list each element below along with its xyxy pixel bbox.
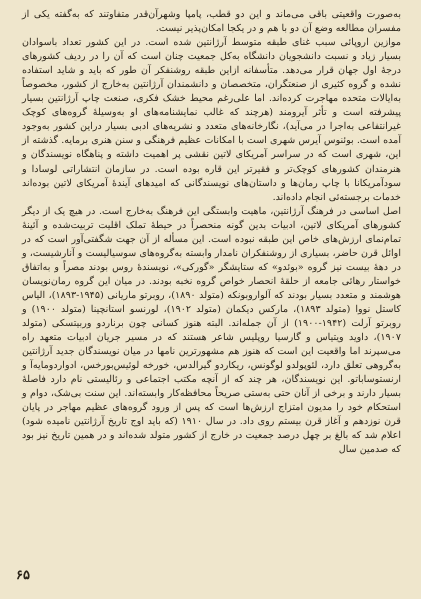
paragraph-3: اصل اساسی در فرهنگ آرژانتین، ماهیت وابستگی این فرهنگ به‌خارج است. در هیچ یک از دیگر کشورهای آمریکای لاتین، ادبیات بدین گونه منحصراً در حیطهٔ تملک اقلیت تربیت‌شده و آئینهٔ تمام‌نمای ارزش‌های خاص این طبقه نبوده است. این مسأله از آن جهت شگفتی‌آور است که در اوائل قرن حاضر، بسیاری از روشنفکران نامدار وابسته به‌گروه‌های سوسیالیست و آنارشیست، و در دههٔ بیست نیز گروه «بوئدو» که ستایشگر «گورکی»، نویسندهٔ روس بودند مصراً و به‌اتفاق خواستار رهائی جامعه از حلقهٔ انحصار خواص گروه نخبه بودند. در میان این گروه رمان‌نویسان هوشمند و متعدد بسیار بودند که آلواروبونکه (متولد ۱۸۹۰)، روبرتو ماریانی (۱۹۴۵-۱۸۹۳)، الیاس کاستل نووا (متولد ۱۸۹۳)، مارکس دیکمان (متولد ۱۹۰۲)، لورنسو استانچینا (متولد ۱۹۰۰) و روبرتو آرلت (۱۹۴۲-۱۹۰۰) از آن جمله‌اند. البته هنوز کسانی چون برناردو وربیتسکی (متولد ۱۹۰۷)، داوید ویتیاس و گارسیا روپلیس شاعر هستند که در مسیر جریان ادبیات متعهد راه می‌سپرند اما واقعیت این است که هنوز هم مشهورترین نامها در میان نویسندگان جدید آرژانتین به‌گروهی تعلق دارد، لئوپولدو لوگونس، ریکاردو گیرالدس، خورخه لوئیس‌بورخس، ادواردومایه‌آ و ارنستوساباتو. این نویسندگان، هر چند که از آنچه مکتب اجتماعی و رئالیستی نام دارد فاصلهٔ بسیار دارند و برخی از آنان حتی به‌ستی صریحاً محافظه‌کار وابسته‌اند. این سنت بی‌شک، دوام و استحکام خود را مدیون امتزاج ارزش‌ها است که پس از ورود گروه‌های عظیم مهاجر در پایان قرن نوزدهم و آغاز قرن بیستم روی داد. در سال ۱۹۱۰ (که باید اوج تاریخ آرژانتین نامیده شود) اعلام شد که بالغ بر چهل درصد جمعیت در خارج از کشور متولد شده‌اند و در همین تاریخ نیز بود که صدمین سال [22, 205, 401, 456]
paragraph-2: موازین اروپائی سبب غنای طبقه متوسط آرژانتین شده است. در این کشور تعداد باسوادان بسیار زیاد و نسبت دانشجویان دانشگاه به‌کل جمعیت چنان است که آن را در ردیف کشورهای درجهٔ اول جهان قرار می‌دهد. متأسفانه ازاین طبقه روشنفکر آن طور که باید و شاید استفاده نشده و گروه کثیری از صنعتگران، متخصصان و دانشمندان آرژانتین به‌خارج از کشور، مخصوصاً به‌ایالات متحده مهاجرت کرده‌اند. اما علی‌رغم محیط خشک فکری، صنعت چاپ آرژانتین بسیار پیشرفته است و تأثر آیرومند (هرچند که غالب نمایشنامه‌های او به‌وسیلهٔ گروه‌های کوچک غیرانتفاعی به‌اجرا در می‌آید)، نگارخانه‌های متعدد و نشریه‌های ادبی بسیار دراین کشور به‌وجود آمده است. بوئنوس آیرس شهری است با امکانات عظیم فرهنگی و سنن هنری برمایه. گذشته از این، شهری است که در سراسر آمریکای لاتین نقشی پر اهمیت داشته و پناهگاه نویسندگان و هنرمندان کشورهای کوچک‌تر و فقیرتر این قاره بوده است. در سازمان انتشاراتی لوسادا و سودآمریکانا با چاپ رمان‌ها و داستان‌های نویسندگانی که امیدهای آیندهٔ آمریکای لاتین بوده‌اند خدمات برجسته‌ئی انجام داده‌اند. [22, 37, 401, 203]
paragraph-1: به‌صورت واقعیتی باقی می‌ماند و این دو قطب، پامپا وشهرآن‌قدر متفاوتند که به‌گفته یکی از مفسران مطالعه وضع آن دو با هم و در یکجا امکان‌پذیر نیست. [22, 9, 401, 35]
page-number: ۶۵ [16, 568, 30, 583]
page-body [22, 8, 401, 458]
